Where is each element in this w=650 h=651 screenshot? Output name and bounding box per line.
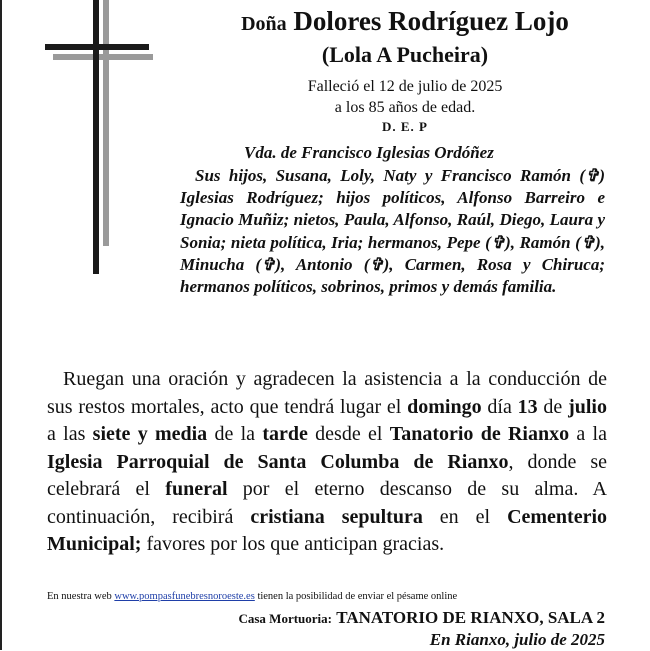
deceased-cross-icon: ✞ xyxy=(490,232,506,252)
day-name: domingo xyxy=(407,395,482,418)
widow-of: Vda. de Francisco Iglesias Ordóñez xyxy=(244,143,494,162)
church: Iglesia Parroquial de Santa Columba de Rianxo xyxy=(47,450,509,473)
header xyxy=(170,4,640,136)
announcement-text: de xyxy=(537,395,569,418)
family-list xyxy=(180,165,605,298)
family-text: ), Minucha ( xyxy=(180,232,605,274)
mortuary-value: TANATORIO DE RIANXO, SALA 2 xyxy=(336,608,605,627)
month: julio xyxy=(568,395,607,418)
deceased-cross-icon: ✞ xyxy=(369,254,384,274)
period: tarde xyxy=(262,423,308,445)
left-border xyxy=(0,0,2,650)
nickname: (Lola A Pucheira) xyxy=(321,42,489,67)
family-text: ), Antonio ( xyxy=(275,254,370,274)
deceased-cross-icon: ✞ xyxy=(585,166,600,185)
deceased-name xyxy=(170,4,640,41)
announcement-text: desde el xyxy=(307,423,390,445)
name-prefix: Doña xyxy=(241,13,287,35)
deceased-cross-icon: ✞ xyxy=(261,254,276,274)
announcement-text: favores por los que anticipan gracias. xyxy=(141,533,445,555)
deceased-cross-icon: ✞ xyxy=(580,232,596,252)
death-date: Falleció el 12 de julio de 2025 xyxy=(307,78,503,95)
web-note-text: tienen la posibilidad de enviar el pésame online xyxy=(254,591,458,602)
cross-horizontal xyxy=(45,44,149,50)
web-note-text: En nuestra web xyxy=(47,591,115,602)
announcement-text: de la xyxy=(207,423,263,445)
web-note xyxy=(47,590,457,604)
announcement-text: en el xyxy=(422,505,508,528)
cross-shadow-vertical xyxy=(103,0,109,246)
announcement xyxy=(47,366,607,559)
origin: Tanatorio de Rianxo xyxy=(389,423,570,445)
announcement-text: , donde se celebrará el xyxy=(47,450,607,500)
announcement-text: día xyxy=(481,395,518,418)
cemetery: Cementerio Municipal; xyxy=(47,505,608,555)
family-text: Sus hijos, Susana, Loly, Naty y Francisco Ramón ( xyxy=(195,166,586,185)
full-name: Dolores Rodríguez Lojo xyxy=(293,6,569,36)
service: funeral xyxy=(165,478,228,500)
announcement-text: a la xyxy=(569,423,607,445)
family-text: ), Ramón ( xyxy=(505,232,581,252)
announcement-text: Ruegan una oración y agradecen la asistencia a la conducción de sus restos mortales, acto que tendrá lugar el xyxy=(47,368,607,418)
day-number: 13 xyxy=(517,395,538,418)
burial: cristiana sepultura xyxy=(250,505,423,528)
family-text: ), Carmen, Rosa y Chiruca; hermanos políticos, sobrinos, primos y demás familia. xyxy=(180,254,605,297)
age: a los 85 años de edad. xyxy=(334,99,476,116)
time: siete y media xyxy=(92,423,208,445)
family-text: ) Iglesias Rodríguez; hijos políticos, Alfonso Barreiro e Ignacio Muñiz; nietos, Paula, Alfonso, Raúl, Diego, Laura y Sonia; nieta política, Iria; hermanos, Pepe ( xyxy=(180,166,605,252)
announcement-text: a las xyxy=(47,423,93,445)
mortuary xyxy=(238,607,605,630)
cross-shadow-horizontal xyxy=(53,54,153,60)
place-date: En Rianxo, julio de 2025 xyxy=(429,630,605,649)
mortuary-label: Casa Mortuoria: xyxy=(238,611,332,626)
dep: D. E. P xyxy=(382,119,428,134)
website-link[interactable]: www.pompasfunebresnoroeste.es xyxy=(114,591,255,602)
announcement-text: por el eterno descanso de su alma. A continuación, recibirá xyxy=(47,478,607,528)
cross-vertical xyxy=(93,0,99,274)
cross-icon xyxy=(45,0,155,275)
